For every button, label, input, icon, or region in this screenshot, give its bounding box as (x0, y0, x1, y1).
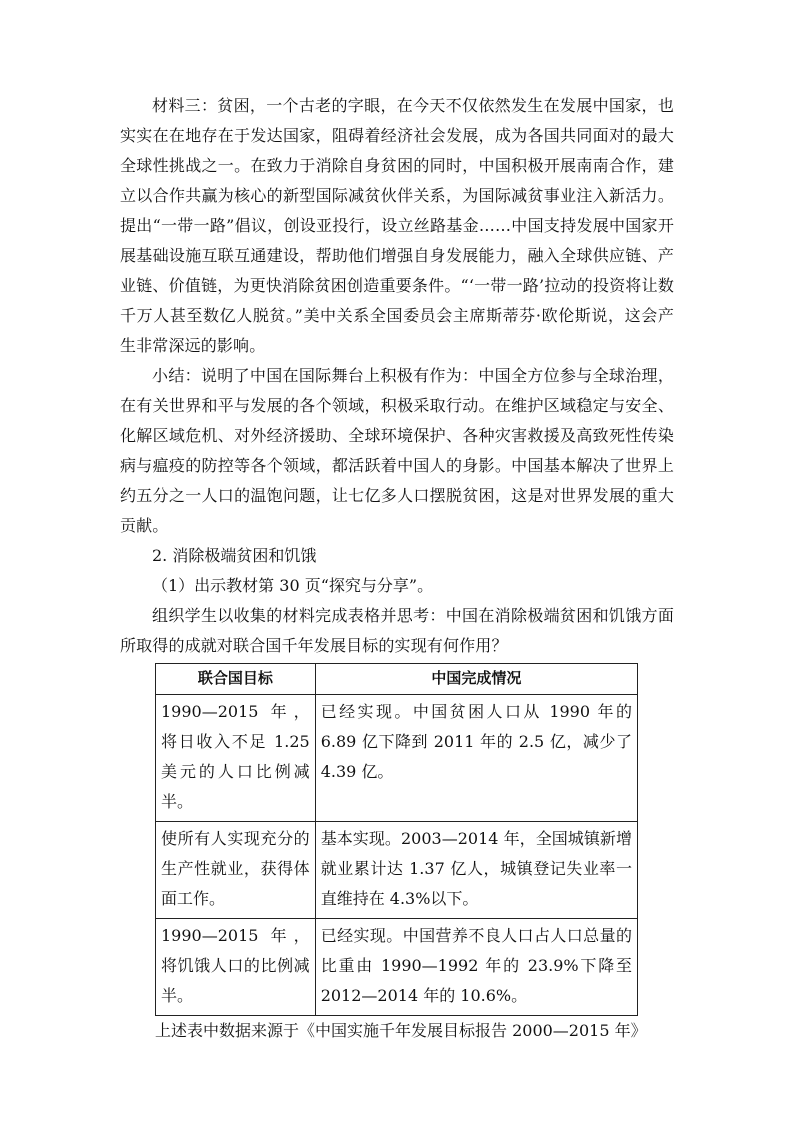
task-paragraph: 组织学生以收集的材料完成表格并思考：中国在消除极端贫困和饥饿方面所取得的成就对联合国千年发展目标的实现有何作用？ (120, 606, 674, 655)
source-note: 上述表中数据来源于《中国实施千年发展目标报告 2000—2015 年》 (155, 1021, 647, 1040)
table-cell-goal: 1990—2015 年，将饥饿人口的比例减半。 (156, 919, 316, 1016)
table-row (156, 695, 638, 822)
table-cell-status: 基本实现。2003—2014 年，全国城镇新增就业累计达 1.37 亿人，城镇登记失业率一直维持在 4.3%以下。 (315, 822, 637, 919)
table-row (156, 919, 638, 1016)
material-three-paragraph: 材料三：贫困，一个古老的字眼，在今天不仅依然发生在发展中国家，也实实在在地存在于发达国家，阻碍着经济社会发展，成为各国共同面对的最大全球性挑战之一。在致力于消除自身贫困的同时，中国积极开展南南合作，建立以合作共赢为核心的新型国际减贫伙伴关系，为国际减贫事业注入新活力。提出“一带一路”倡议，创设亚投行，设立丝路基金……中国支持发展中国家开展基础设施互联互通建设，帮助他们增强自身发展能力，融入全球供应链、产业链、价值链，为更快消除贫困创造重要条件。“‘一带一路’拉动的投资将让数千万人甚至数亿人脱贫。”美中关系全国委员会主席斯蒂芬·欧伦斯说，这会产生非常深远的影响。 (120, 96, 674, 355)
table-cell-goal: 使所有人实现充分的生产性就业，获得体面工作。 (156, 822, 316, 919)
table-row (156, 822, 638, 919)
goals-table (155, 663, 638, 1016)
table-cell-goal: 1990—2015 年，将日收入不足 1.25 美元的人口比例减半。 (156, 695, 316, 822)
section-heading: 2. 消除极端贫困和饥饿 (152, 546, 317, 565)
subheading: （1）出示教材第 30 页“探究与分享”。 (152, 576, 434, 595)
table-cell-status: 已经实现。中国营养不良人口占人口总量的比重由 1990—1992 年的 23.9%下降至 2012—2014 年的 10.6%。 (315, 919, 637, 1016)
table-header-un-goal: 联合国目标 (156, 664, 316, 695)
table-cell-status: 已经实现。中国贫困人口从 1990 年的 6.89 亿下降到 2011 年的 2.5 亿，减少了 4.39 亿。 (315, 695, 637, 822)
table-header-row (156, 664, 638, 695)
summary-paragraph: 小结：说明了中国在国际舞台上积极有作为：中国全方位参与全球治理，在有关世界和平与发展的各个领域，积极采取行动。在维护区域稳定与安全、化解区域危机、对外经济援助、全球环境保护、各种灾害救援及高致死性传染病与瘟疫的防控等各个领域，都活跃着中国人的身影。中国基本解决了世界上约五分之一人口的温饱问题，让七亿多人口摆脱贫困，这是对世界发展的重大贡献。 (120, 366, 674, 535)
table-header-china-status: 中国完成情况 (315, 664, 637, 695)
